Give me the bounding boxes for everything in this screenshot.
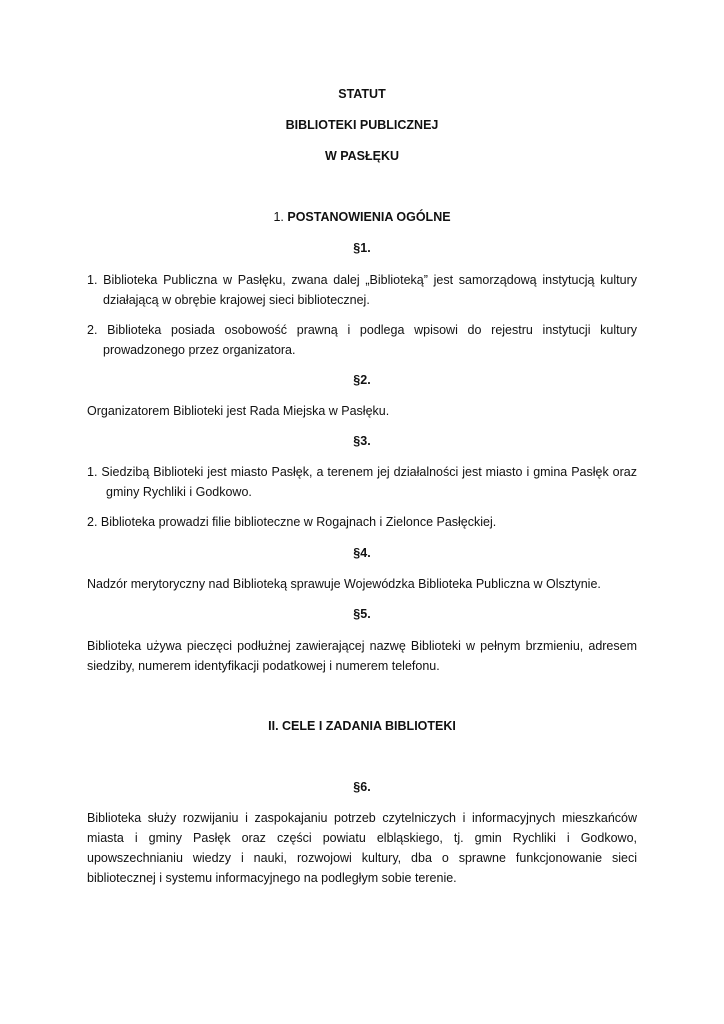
paragraph-mark-5: §5. <box>353 607 371 621</box>
paragraph-1-item-1: 1. Biblioteka Publiczna w Pasłęku, zwana dalej „Biblioteką” jest samorządową instytucją kultury działającą w obrębie krajowej sieci bibliotecznej. <box>87 273 637 307</box>
paragraph-mark-2: §2. <box>353 373 371 387</box>
paragraph-3-item-1: 1. Siedzibą Biblioteki jest miasto Pasłęk, a terenem jej działalności jest miasto i gmina Pasłęk oraz gminy Rychliki i Godkowo. <box>87 465 637 499</box>
paragraph-5-text: Biblioteka używa pieczęci podłużnej zawierającej nazwę Biblioteki w pełnym brzmieniu, adresem siedziby, numerem identyfikacji podatkowej i numerem telefonu. <box>87 639 637 673</box>
paragraph-mark-1: §1. <box>353 241 371 255</box>
paragraph-6-text: Biblioteka służy rozwijaniu i zaspokajaniu potrzeb czytelniczych i informacyjnych mieszkańców miasta i gminy Pasłęk oraz części powiatu elbląskiego, tj. gmin Rychliki i Godkowo, upowszechnianiu wiedzy i nauki, rozwojowi kultury, dba o sprawne funkcjonowanie sieci bibliotecznej i systemu informacyjnego na podległym sobie terenie. <box>87 811 637 885</box>
paragraph-mark-6: §6. <box>353 780 371 794</box>
paragraph-4-text: Nadzór merytoryczny nad Biblioteką sprawuje Wojewódzka Biblioteka Publiczna w Olsztynie. <box>87 577 601 591</box>
paragraph-2-text: Organizatorem Biblioteki jest Rada Miejska w Pasłęku. <box>87 404 390 418</box>
document-title: STATUT <box>338 87 386 101</box>
section-1-title: POSTANOWIENIA OGÓLNE <box>287 210 451 224</box>
document-subtitle: BIBLIOTEKI PUBLICZNEJ <box>285 118 439 132</box>
paragraph-1-item-2: 2. Biblioteka posiada osobowość prawną i podlega wpisowi do rejestru instytucji kultury prowadzonego przez organizatora. <box>87 323 637 357</box>
section-1-number: 1. <box>273 210 284 224</box>
paragraph-mark-3: §3. <box>353 434 371 448</box>
paragraph-mark-4: §4. <box>353 546 371 560</box>
document-location: W PASŁĘKU <box>324 149 400 163</box>
section-1-heading <box>87 209 637 225</box>
section-2-heading: II. CELE I ZADANIA BIBLIOTEKI <box>268 719 456 733</box>
paragraph-3-item-2: 2. Biblioteka prowadzi filie biblioteczne w Rogajnach i Zielonce Pasłęckiej. <box>87 515 497 529</box>
